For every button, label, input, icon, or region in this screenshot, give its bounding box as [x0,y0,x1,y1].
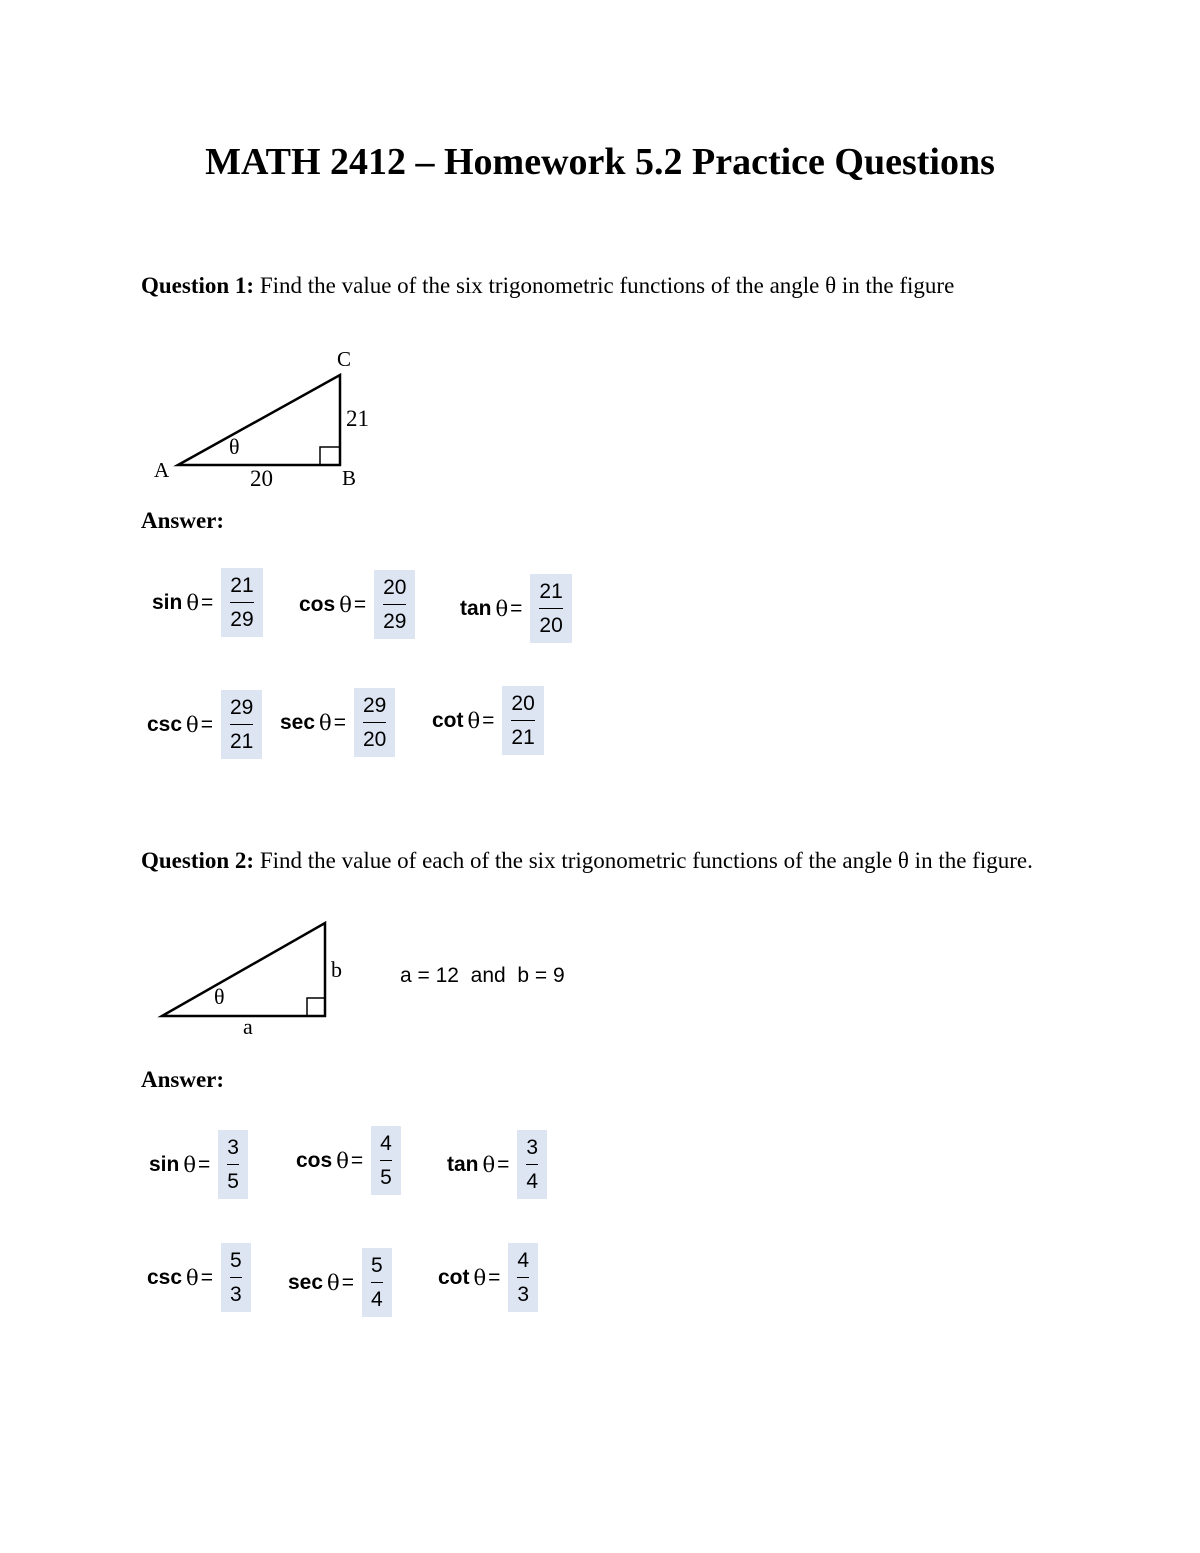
theta-symbol: θ [183,1152,196,1177]
fraction-box [502,686,543,755]
equals-sign: = [353,592,367,616]
numerator: 5 [370,1254,383,1277]
answer-sec-1 [280,688,395,757]
fn-name: cos [296,1148,333,1172]
question-2-text: Find the value of each of the six trigonometric functions of the angle θ in the figure. [254,848,1033,873]
fraction-bar [383,604,406,605]
answer-tan-2 [447,1130,547,1199]
answer-label-2: Answer: [141,1067,225,1092]
fraction-bar [230,602,253,603]
denominator: 21 [511,726,535,749]
fraction-box [354,688,395,757]
denominator: 20 [362,728,387,751]
fraction-bar [380,1160,392,1161]
triangle-1-shape [178,375,340,465]
answer-tan-1 [460,574,572,643]
equals-sign: = [200,1265,213,1289]
angle-theta-label-1: θ [229,434,240,459]
fraction-bar [230,724,253,725]
vertex-a-label: A [154,458,170,482]
equals-sign: = [341,1270,354,1294]
denominator: 20 [539,614,563,637]
numerator: 3 [526,1136,539,1159]
fraction-bar [363,722,386,723]
angle-theta-label-2: θ [214,984,225,1009]
question-1-prompt [141,270,1071,302]
side-bottom-label-2: a [243,1014,253,1039]
theta-symbol: θ [186,590,199,615]
right-angle-marker-1 [320,447,340,465]
fraction-box [517,1130,547,1199]
denominator: 29 [383,610,407,633]
answer-cos-2 [296,1126,401,1195]
equals-sign: = [482,708,495,732]
fraction-bar [517,1277,529,1278]
equals-sign: = [488,1265,501,1289]
answer-label-1: Answer: [141,508,225,533]
triangle-figure-2 [150,915,370,1045]
numerator: 21 [539,580,563,603]
fraction-box [371,1126,401,1195]
fraction-bar [371,1282,383,1283]
equals-sign: = [510,596,523,620]
fn-name: sec [280,710,316,734]
fn-name: tan [460,596,492,620]
equals-sign: = [200,712,213,736]
equals-sign: = [198,1152,211,1176]
fraction-bar [526,1164,538,1165]
fn-name: csc [147,712,183,736]
fraction-box [221,568,262,637]
fraction-bar [539,608,562,609]
theta-symbol: θ [482,1152,496,1177]
numerator: 20 [383,576,407,599]
fraction-box [218,1130,248,1199]
equals-sign: = [201,590,214,614]
numerator: 20 [511,692,535,715]
triangle-2-shape [162,923,325,1016]
fraction-box [221,1243,251,1312]
numerator: 5 [229,1249,242,1272]
side-bottom-label-1: 20 [250,466,273,491]
fraction-bar [511,720,534,721]
numerator: 29 [362,694,387,717]
answer-cot-1 [432,686,544,755]
fraction-box [530,574,571,643]
theta-symbol: θ [327,1270,340,1295]
answer-sin-1 [152,568,263,637]
question-2-prompt [141,845,1071,877]
denominator: 5 [380,1166,392,1189]
theta-symbol: θ [336,1148,349,1173]
equals-sign: = [350,1148,364,1172]
vertex-c-label: C [337,347,352,371]
numerator: 29 [229,696,254,719]
question-1-text: Find the value of the six trigonometric functions of the angle θ in the figure [254,273,955,298]
fn-name: cos [299,592,336,616]
vertex-b-label: B [342,466,357,490]
fn-name: csc [147,1265,183,1289]
theta-symbol: θ [495,596,509,621]
side-right-label-2: b [331,957,342,982]
answer-cot-2 [438,1243,538,1312]
answer-cos-1 [299,570,415,639]
fn-name: sec [288,1270,324,1294]
theta-symbol: θ [319,710,332,735]
page-title: MATH 2412 – Homework 5.2 Practice Questions [205,141,995,183]
fraction-box [508,1243,538,1312]
theta-symbol: θ [186,712,199,737]
numerator: 3 [227,1136,239,1159]
right-angle-marker-2 [307,998,325,1016]
numerator: 4 [517,1249,530,1272]
fn-name: sin [152,590,183,614]
side-right-label-1: 21 [346,406,369,431]
denominator: 4 [526,1170,539,1193]
fraction-box [374,570,415,639]
denominator: 5 [227,1170,239,1193]
fraction-box [362,1248,392,1317]
question-1-label: Question 1: [141,273,255,298]
theta-symbol: θ [339,592,352,617]
fn-name: sin [149,1152,180,1176]
fn-name: cot [432,708,464,732]
denominator: 3 [517,1283,530,1306]
equals-sign: = [497,1152,510,1176]
answer-csc-2 [147,1243,251,1312]
theta-symbol: θ [473,1265,487,1290]
fraction-bar [227,1164,239,1165]
equals-sign: = [333,710,346,734]
answer-sec-2 [288,1248,392,1317]
fn-name: tan [447,1152,479,1176]
fraction-bar [230,1277,242,1278]
answer-csc-1 [147,690,262,759]
numerator: 4 [380,1132,392,1155]
denominator: 3 [229,1283,242,1306]
answer-sin-2 [149,1130,248,1199]
given-values: a = 12 and b = 9 [400,964,565,987]
denominator: 29 [230,608,254,631]
theta-symbol: θ [186,1265,199,1290]
question-2-label: Question 2: [141,848,255,873]
numerator: 21 [230,574,254,597]
denominator: 21 [229,730,254,753]
triangle-figure-1 [150,340,390,495]
fn-name: cot [438,1265,470,1289]
denominator: 4 [370,1288,383,1311]
theta-symbol: θ [467,708,481,733]
fraction-box [221,690,262,759]
